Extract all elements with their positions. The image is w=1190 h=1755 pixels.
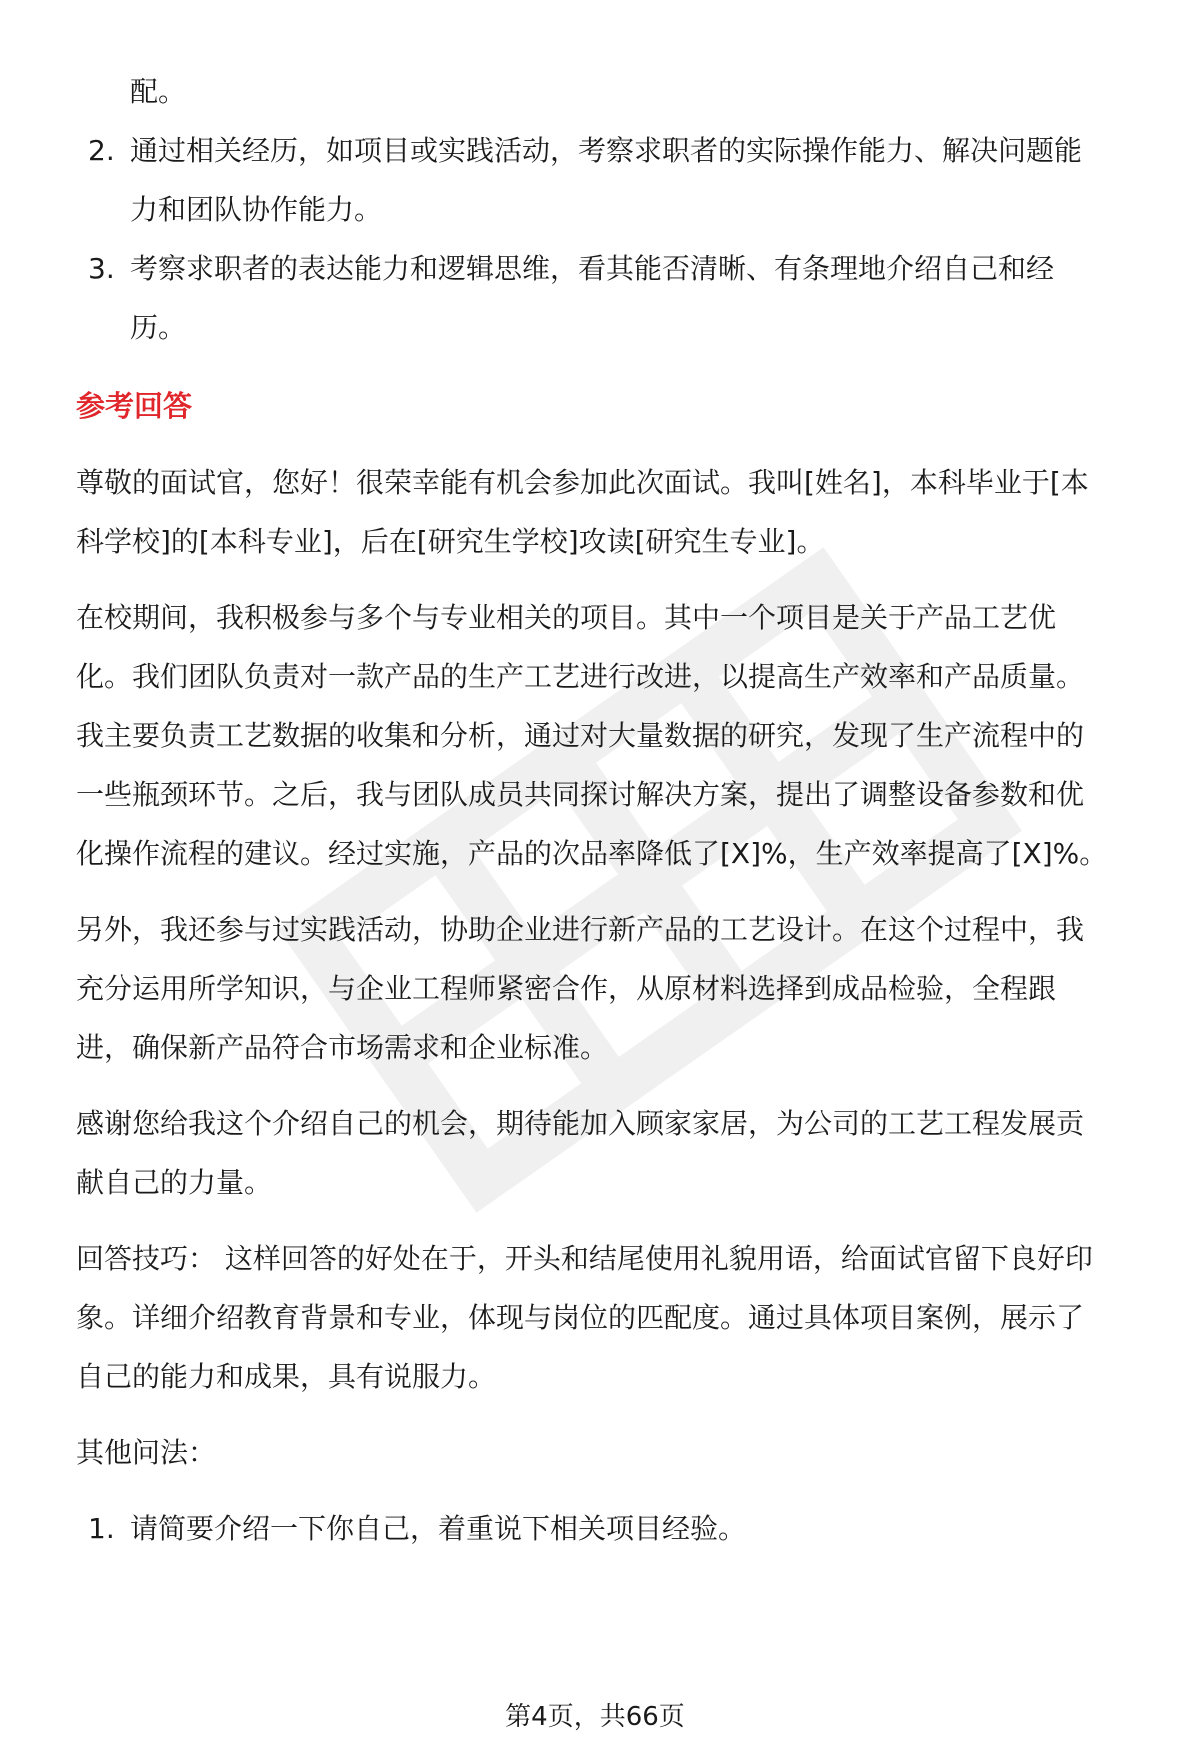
page-footer: 第4页，共66页 [505,1702,685,1732]
paragraph-line: 感谢您给我这个介绍自己的机会，期待能加入顾家家居，为公司的工艺工程发展贡 [76,1107,1085,1140]
paragraph-line: 自己的能力和成果，具有说服力。 [76,1360,497,1393]
paragraph-line: 象。详细介绍教育背景和专业，体现与岗位的匹配度。通过具体项目案例，展示了 [76,1301,1085,1334]
paragraph-other-asks [76,1423,1176,1482]
paragraph-closing [76,1094,1176,1212]
list-item [76,239,1176,357]
paragraph-line: 献自己的力量。 [76,1166,273,1199]
list-number: 3. [88,252,115,285]
list-number: 1. [88,1512,115,1545]
paragraph-greeting [76,453,1176,571]
paragraph-practice [76,900,1176,1077]
paragraph-line: 一些瓶颈环节。之后，我与团队成员共同探讨解决方案，提出了调整设备参数和优 [76,778,1085,811]
paragraph-line: 充分运用所学知识，与企业工程师紧密合作，从原材料选择到成品检验，全程跟 [76,972,1057,1005]
paragraph-tips [76,1229,1176,1406]
paragraph-line: 另外，我还参与过实践活动，协助企业进行新产品的工艺设计。在这个过程中，我 [76,913,1085,946]
paragraph-project [76,588,1176,883]
list-item-text: 力和团队协作能力。 [130,193,383,226]
list-item-text: 考察求职者的表达能力和逻辑思维，看其能否清晰、有条理地介绍自己和经 [130,252,1055,285]
list-item [76,1499,1176,1558]
paragraph-line: 回答技巧： 这样回答的好处在于，开头和结尾使用礼貌用语，给面试官留下良好印 [76,1242,1093,1275]
paragraph-line: 科学校]的[本科专业]，后在[研究生学校]攻读[研究生专业]。 [76,525,825,558]
paragraph-line: 其他问法： [76,1436,217,1469]
paragraph-line: 在校期间，我积极参与多个与专业相关的项目。其中一个项目是关于产品工艺优 [76,601,1057,634]
paragraph-line: 尊敬的面试官，您好！很荣幸能有机会参加此次面试。我叫[姓名]，本科毕业于[本 [76,466,1089,499]
list-item-text: 请简要介绍一下你自己，着重说下相关项目经验。 [130,1512,747,1545]
document-content [76,62,1176,1558]
list-item-text: 通过相关经历，如项目或实践活动，考察求职者的实际操作能力、解决问题能 [130,134,1083,167]
list-item-continuation: 配。 [130,75,187,108]
paragraph-line: 化。我们团队负责对一款产品的生产工艺进行改进，以提高生产效率和产品质量。 [76,660,1085,693]
paragraph-line: 进，确保新产品符合市场需求和企业标准。 [76,1031,609,1064]
list-number: 2. [88,134,115,167]
paragraph-line: 我主要负责工艺数据的收集和分析，通过对大量数据的研究，发现了生产流程中的 [76,719,1085,752]
section-heading: 参考回答 [76,389,193,423]
list-item [76,121,1176,239]
list-item-text: 历。 [130,311,187,344]
paragraph-line: 化操作流程的建议。经过实施，产品的次品率降低了[X]%，生产效率提高了[X]%。 [76,837,1108,870]
